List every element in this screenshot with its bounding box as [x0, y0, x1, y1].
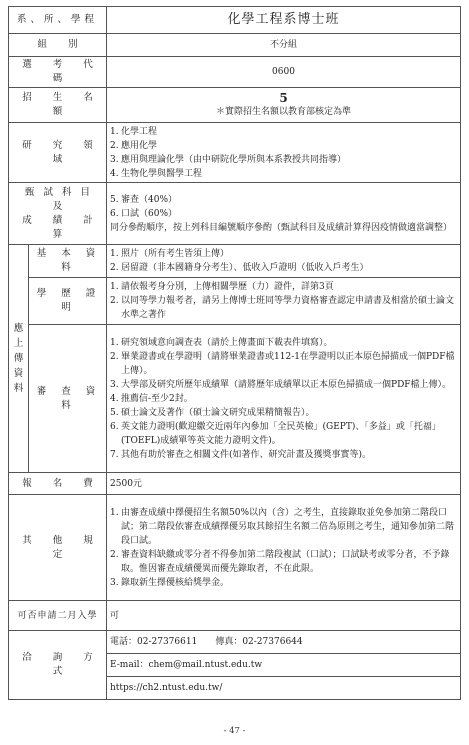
list-item-number: 3.	[110, 577, 119, 588]
row-code	[9, 57, 461, 88]
upload-label-char: 上	[13, 338, 24, 349]
upload-label-char: 資	[13, 368, 24, 379]
list-item	[110, 261, 457, 275]
list-item-text: 以同等學力報考者，請另上傳博士班同等學力資格審查認定申請書及相當於碩士論文水準之著作	[121, 296, 455, 320]
list-item	[110, 548, 457, 576]
list-item-number: 6.	[110, 421, 119, 432]
list-item-text: 推薦信-至少2封。	[121, 393, 193, 404]
fee-value: 2500元	[107, 473, 461, 495]
list-item	[110, 448, 457, 462]
upload-label	[9, 245, 29, 473]
list-item	[110, 247, 457, 261]
code-label: 選 考 代 碼	[9, 57, 107, 88]
row-quota	[9, 88, 461, 123]
list-item	[110, 506, 457, 548]
list-item-number: 2.	[110, 351, 119, 362]
admission-table	[8, 6, 461, 700]
exam-note: 同分參酌順序，按上列科目編號順序參酌（甄試科目及成績計算得因疫情做適當調整）	[110, 222, 453, 233]
contact-phone: 電話：02-27376611 傳真：02-27376644	[107, 631, 461, 654]
list-item-number: 1.	[110, 126, 119, 137]
list-item-number: 5.	[110, 407, 119, 418]
feb-label: 可否申請二月入學	[9, 601, 107, 631]
list-item	[110, 576, 457, 590]
list-item	[110, 392, 457, 406]
list-item	[110, 207, 457, 221]
exam-list	[110, 193, 457, 221]
list-item-number: 7.	[110, 449, 119, 460]
other-label: 其 他 規 定	[9, 495, 107, 601]
basic-label: 基 本 資 料	[29, 245, 107, 278]
exam-label-line1: 甄試科目及	[25, 186, 100, 212]
basic-list	[110, 247, 457, 275]
exam-label	[9, 183, 107, 245]
list-item-number: 1.	[110, 249, 119, 259]
research-label: 研 究 領 域	[9, 123, 107, 183]
list-item-text: 大學部及研究所歷年成績單（請將歷年成績單以正本原色掃描成一個PDF檔上傳）。	[121, 379, 452, 390]
list-item	[110, 193, 457, 207]
list-item-number: 5.	[110, 194, 119, 205]
row-exam	[9, 183, 461, 245]
edu-cell	[107, 278, 461, 325]
code-value: 0600	[107, 57, 461, 88]
basic-cell	[107, 245, 461, 278]
list-item-text: 化學工程	[121, 126, 158, 137]
list-item-number: 1.	[110, 337, 119, 348]
row-department	[9, 7, 461, 34]
list-item-number: 1.	[110, 507, 119, 518]
group-value: 不分組	[107, 34, 461, 57]
list-item-number: 2.	[110, 140, 119, 151]
list-item-text: 英文能力證明(歡迎繳交近兩年內參加「全民英檢」(GEPT)、「多益」或「托福」(TOEFL)成績單等英文能力證明文件)。	[121, 421, 441, 446]
research-cell	[107, 123, 461, 183]
list-item-text: 生物化學與醫學工程	[121, 168, 203, 179]
list-item	[110, 167, 457, 181]
department-label: 系、所、學程	[9, 7, 107, 34]
exam-label-line2: 成 績 計 算	[22, 214, 102, 240]
row-other	[9, 495, 461, 601]
list-item-text: 居留證（非本國籍身分考生）、低收入戶證明（低收入戶考生）	[121, 263, 369, 273]
list-item	[110, 280, 457, 294]
quota-value: 5	[279, 91, 288, 105]
list-item-number: 3.	[110, 379, 119, 390]
list-item	[110, 350, 457, 378]
contact-email[interactable]: E-mail：chem@mail.ntust.edu.tw	[107, 654, 461, 677]
upload-label-char: 料	[13, 383, 24, 394]
page-number: - 47 -	[223, 726, 246, 736]
edu-list	[110, 280, 457, 322]
list-item-text: 畢業證書或在學證明（請將畢業證書或112-1在學證明以正本原色掃描成一個PDF檔上傳）。	[121, 351, 455, 376]
list-item	[110, 125, 457, 139]
list-item-number: 3.	[110, 154, 119, 165]
quota-note: ＊實際招生名額以教育部核定為準	[216, 107, 352, 117]
list-item	[110, 153, 457, 167]
list-item	[110, 294, 457, 322]
list-item-text: 照片（所有考生皆須上傳）	[121, 249, 230, 259]
other-cell	[107, 495, 461, 601]
list-item	[110, 420, 457, 448]
upload-label-char: 傳	[13, 353, 24, 364]
list-item-text: 其他有助於審查之相關文件(如著作、研究計畫及獲獎事實等)。	[121, 449, 372, 460]
row-upload-edu	[9, 278, 461, 325]
row-upload-basic	[9, 245, 461, 278]
group-label: 組 別	[9, 34, 107, 57]
row-group	[9, 34, 461, 57]
contact-url[interactable]: https://ch2.ntust.edu.tw/	[107, 677, 461, 700]
list-item-number: 1.	[110, 282, 119, 292]
list-item-text: 應用與理論化學（由中研院化學所與本系教授共同指導）	[121, 154, 347, 165]
quota-label: 招 生 名 額	[9, 88, 107, 123]
fee-label: 報 名 費	[9, 473, 107, 495]
list-item-text: 由審查成績中擇優招生名額50%以內（含）之考生，直接錄取並免參加第二階段口試；第二階段依審查成績擇優另取其餘招生名額二倍為原則之考生，通知參加第二階段口試。	[121, 507, 455, 546]
list-item-number: 2.	[110, 296, 119, 306]
list-item-text: 請依報考身分別，上傳相關學歷（力）證件，詳第3頁	[121, 282, 334, 292]
review-list	[110, 336, 457, 462]
row-feb	[9, 601, 461, 631]
list-item-text: 應用化學	[121, 140, 158, 151]
list-item-text: 研究領域意向調查表（請於上傳畫面下載表件填寫）。	[121, 337, 333, 348]
list-item-number: 2.	[110, 263, 119, 273]
edu-label: 學 歷 證 明	[29, 278, 107, 325]
row-upload-review	[9, 325, 461, 473]
research-list	[110, 125, 457, 181]
row-contact-phone	[9, 631, 461, 654]
row-fee	[9, 473, 461, 495]
list-item-text: 審查資料缺繳或零分者不得參加第二階段複試（口試）；口試缺考或零分者，不予錄取。惟因審查成績優異而優先錄取者，不在此限。	[121, 549, 450, 574]
contact-label: 洽 詢 方 式	[9, 631, 107, 700]
list-item-text: 錄取新生擇優核給獎學金。	[121, 577, 230, 588]
list-item	[110, 139, 457, 153]
list-item-text: 審查（40%）	[121, 194, 178, 205]
upload-label-char: 應	[13, 323, 24, 334]
list-item-text: 口試（60%）	[121, 208, 178, 219]
row-research	[9, 123, 461, 183]
review-label: 審 查 資 料	[29, 325, 107, 473]
quota-cell	[107, 88, 461, 123]
list-item-number: 6.	[110, 208, 119, 219]
exam-cell	[107, 183, 461, 245]
list-item	[110, 406, 457, 420]
list-item-number: 4.	[110, 168, 119, 179]
list-item-number: 2.	[110, 549, 119, 560]
list-item	[110, 378, 457, 392]
department-value: 化學工程系博士班	[107, 7, 461, 34]
list-item-text: 碩士論文及著作（碩士論文研究成果精簡報告）。	[121, 407, 315, 418]
list-item	[110, 336, 457, 350]
review-cell	[107, 325, 461, 473]
other-list	[110, 506, 457, 590]
feb-value: 可	[107, 601, 461, 631]
list-item-number: 4.	[110, 393, 119, 404]
